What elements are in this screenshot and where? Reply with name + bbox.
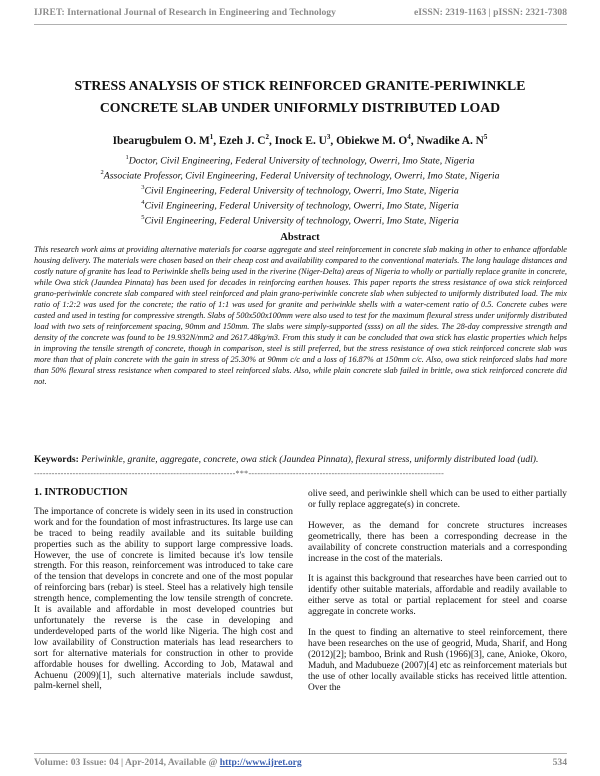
affiliation: $^5$Civil Engineering, Federal University of technology, Owerri, Imo State, Nigeria xyxy=(141,214,459,227)
abstract-text: This research work aims at providing alternative materials for coarse aggregate and steel reinforcement in concrete slab making in other to enhance affordable housing delivery. The materials were chosen based on their cheap cost and availability compared to the conventional materials. The long haulage distances and costly nature of granite has lead to Periwinkle shells being used in the riverine (Niger-Delta) areas of Nigeria to wholly or partially replace granite in concrete, while Owa stick (Jaundea Pinnata) has been used for decades in reinforcing earthen houses. This paper reports the stress resistance of owa stick reinforced grano-periwinkle concrete slab compared with steel reinforced and plain grano-periwinkle concrete slab when subjected to uniformly distributed load. The mix ratio of 1:2:2 was used for the concrete; the ratio of 1:1 was used for granite and periwinkle shells with a water-cement ratio of 0.5. Concrete cubes were casted and used in testing for compressive strength. Slabs of 500x500x100mm were also used to test for the maximum flexural stress under uniformly distributed load with two sets of reinforcement spacing, 90mm and 150mm. The slabs were simply-supported (ssss) on all the sides. The 28-day compressive strength and density of the concrete was found to be 19.932N/mm2 and 2617.48kg/m3. From this study it can be concluded that owa stick has elastic properties which helps in improving the tensile strength of concrete, though in comparison, steel is still preferred, but the stress resistance of owa stick reinforced concrete slab was more than that of plain concrete with the gain in stress of 25.30% at 90mm c/c and a loss of 16.87% at 150mm c/c. Also, owa stick reinforced slabs had more than 50% flexural stress resistance when compared to steel reinforced slabs. Also, while plain concrete slab failed in brittle, owa stick reinforced concrete did not. xyxy=(34,245,567,386)
title-line-2: CONCRETE SLAB UNDER UNIFORMLY DISTRIBUTED LOAD xyxy=(99,100,501,115)
author: Inock E. $U^3$, xyxy=(274,133,337,147)
paragraph: olive seed, and periwinkle shell which can be used to either partially or fully replace aggregate(s) in concrete. xyxy=(308,489,567,510)
author-list xyxy=(20,133,580,147)
paragraph: The importance of concrete is widely seen in its used in construction work and for the foundation of most infrastructures. Its large use can be traced to being readily available and its suitable building properties such as the ability to support large compressive loads. However, the use of concrete is limited because it's low tensile strength. For this reason, reinforcement was introduced to take care of the tension that develops in concrete and one of the most popular of reinforcing bars (rebar) is steel. Steel has a relatively high tensile strength hence, complementing the low tensile strength of concrete. It is available and affordable in most developed countries but unfortunately the reverse is the case in developing and underdeveloped parts of the world like Nigeria. The high cost and low availability of Construction materials has lead researchers to sort for alternative materials for construction in other to provide affordable houses for dwelling. According to Job, Matawal and Achuenu (2009)[1], such alternative materials include sawdust, palm-kernel shell, xyxy=(34,506,293,692)
author: Obiekwe M. $O^4$, xyxy=(336,133,417,147)
journal-name: IJRET: International Journal of Research in Engineering and Technology xyxy=(34,7,336,18)
running-footer xyxy=(34,757,567,771)
affiliations xyxy=(20,152,580,227)
right-column xyxy=(308,489,567,704)
header-rule xyxy=(34,24,567,25)
issue-info: Volume: 03 Issue: 04 | Apr-2014, Available @ http://www.ijret.org xyxy=(34,757,302,768)
affiliation: $^4$Civil Engineering, Federal University of technology, Owerri, Imo State, Nigeria xyxy=(141,199,459,212)
keywords-text: Periwinkle, granite, aggregate, concrete, owa stick (Jaundea Pinnata), flexural stress, uniformly distributed load (udl). xyxy=(81,454,539,465)
footer-rule xyxy=(34,753,567,754)
affiliation: $^1$Doctor, Civil Engineering, Federal University of technology, Owerri, Imo State, Nigeria xyxy=(125,154,475,167)
running-header xyxy=(34,7,567,23)
author: Nwadike A. $N^5$ xyxy=(416,133,488,147)
keywords xyxy=(34,451,567,469)
section-separator: --------------------------------------------------------------------***------------------------------------------------------------------ xyxy=(34,469,445,478)
abstract-heading: Abstract xyxy=(280,232,320,243)
issn: eISSN: 2319-1163 | pISSN: 2321-7308 xyxy=(414,7,567,18)
paragraph: It is against this background that researches have been carried out to identify other suitable materials, affordable and readily available to either serve as total or partial replacement for steel and coarse aggregate in concrete works. xyxy=(308,574,567,618)
paper-title xyxy=(20,75,580,119)
page-number: 534 xyxy=(552,757,567,768)
section-heading: 1. INTRODUCTION xyxy=(34,487,128,498)
left-column xyxy=(34,488,293,702)
author: Ibearugbulem O. $M^1$, xyxy=(112,133,219,147)
paragraph: In the quest to finding an alternative to steel reinforcement, there have been researches on the use of geogrid, Muda, Sharif, and Hong (2012)[2]; bamboo, Brink and Rush (1966)[3], cane, Anioke, Okoro, Maduh, and Madubueze (2007)[4] etc as reinforcement materials but the use of other locally available sticks has received little attention. Over the xyxy=(308,628,567,693)
journal-link[interactable]: http://www.ijret.org xyxy=(219,757,302,768)
title-line-1: STRESS ANALYSIS OF STICK REINFORCED GRANITE-PERIWINKLE xyxy=(74,78,526,93)
author: Ezeh J. $C^2$, xyxy=(218,133,275,147)
keywords-label: Keywords: xyxy=(34,454,79,465)
paragraph: However, as the demand for concrete structures increases geometrically, there has been a corresponding decrease in the availability of concrete construction materials and a corresponding increase in the cost of the materials. xyxy=(308,520,567,564)
affiliation: $^3$Civil Engineering, Federal University of technology, Owerri, Imo State, Nigeria xyxy=(141,184,459,197)
affiliation: $^2$Associate Professor, Civil Engineering, Federal University of technology, Owerri, Imo State, Nigeria xyxy=(100,169,500,182)
